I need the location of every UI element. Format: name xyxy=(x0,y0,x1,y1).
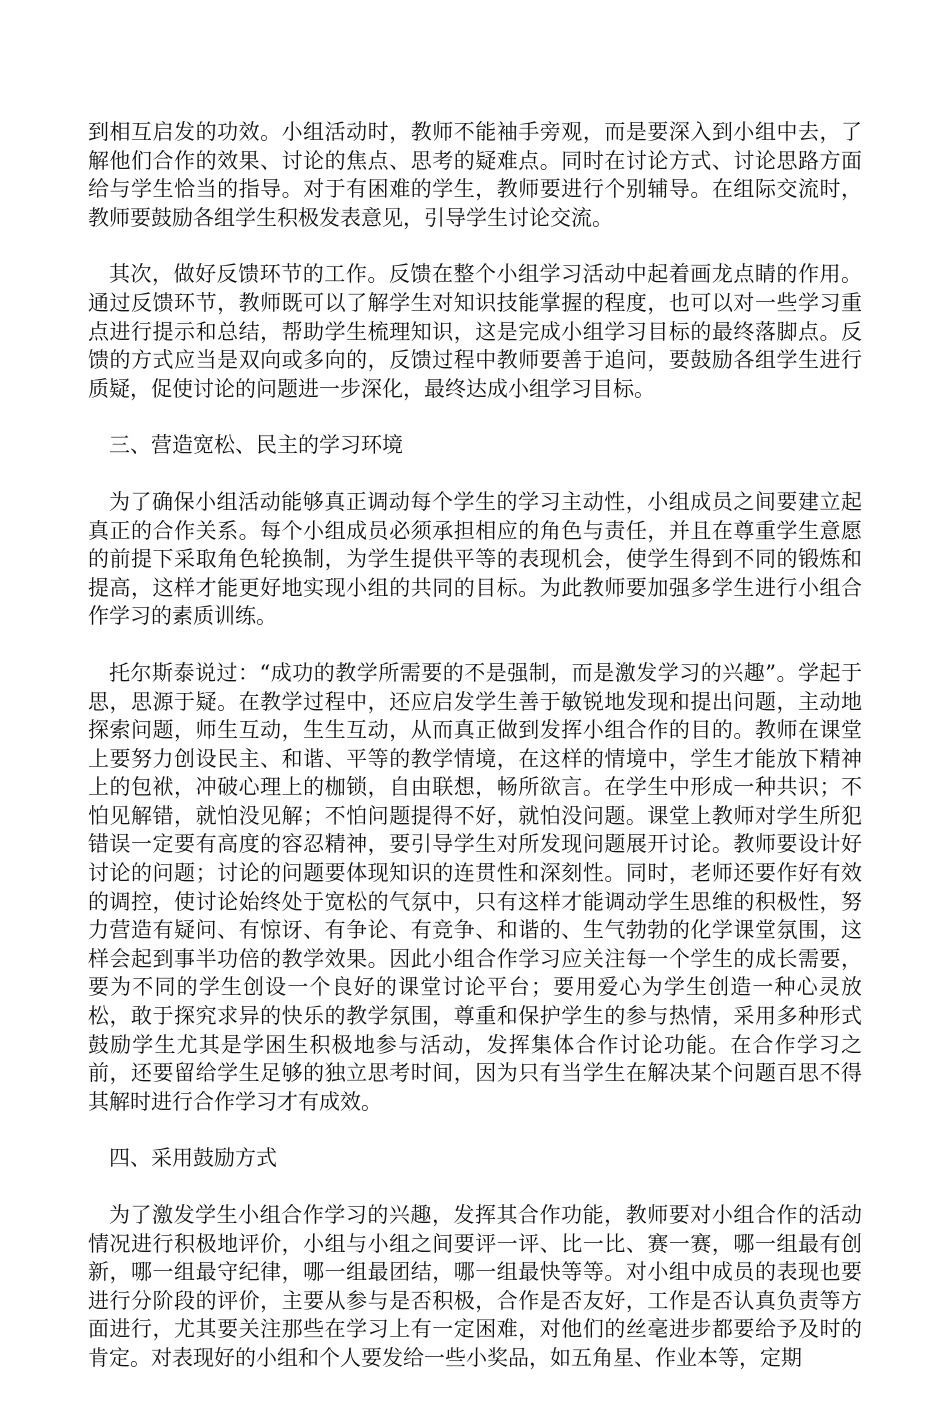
paragraph-4: 托尔斯泰说过：“成功的教学所需要的不是强制，而是激发学习的兴趣”。学起于思，思源于疑。在教学过程中，还应启发学生善于敏锐地发现和提出问题，主动地探索问题，师生互动，生生互动，从而真正做到发挥小组合作的目的。教师在课堂上要努力创设民主、和谐、平等的教学情境，在这样的情境中，学生才能放下精神上的包袱，冲破心理上的枷锁，自由联想，畅所欲言。在学生中形成一种共识；不怕见解错，就怕没见解；不怕问题提得不好，就怕没问题。课堂上教师对学生所犯错误一定要有高度的容忍精神，要引导学生对所发现问题展开讨论。教师要设计好讨论的问题；讨论的问题要体现知识的连贯性和深刻性。同时，老师还要作好有效的调控，使讨论始终处于宽松的气氛中，只有这样才能调动学生思维的积极性，努力营造有疑问、有惊讶、有争论、有竞争、和谐的、生气勃勃的化学课堂氛围，这样会起到事半功倍的教学效果。因此小组合作学习应关注每一个学生的成长需要，要为不同的学生创设一个良好的课堂讨论平台；要用爱心为学生创造一种心灵放松，敢于探究求异的快乐的教学氛围，尊重和保护学生的参与热情，采用多种形式鼓励学生尤其是学困生积极地参与活动，发挥集体合作讨论功能。在合作学习之前，还要留给学生足够的独立思考时间，因为只有当学生在解决某个问题百思不得其解时进行合作学习才有成效。 xyxy=(88,660,862,1114)
paragraph-5: 为了激发学生小组合作学习的兴趣，发挥其合作功能，教师要对小组合作的活动情况进行积极地评价，小组与小组之间要评一评、比一比、赛一赛，哪一组最有创新，哪一组最守纪律，哪一组最团结，哪一组最快等等。对小组中成员的表现也要进行分阶段的评价，主要从参与是否积极，合作是否友好，工作是否认真负责等方面进行，尤其要关注那些在学习上有一定困难，对他们的丝毫进步都要给予及时的肯定。对表现好的小组和个人要发给一些小奖品，如五角星、作业本等，定期 xyxy=(88,1203,862,1370)
paragraph-3: 为了确保小组活动能够真正调动每个学生的学习主动性，小组成员之间要建立起真正的合作关系。每个小组成员必须承担相应的角色与责任，并且在尊重学生意愿的前提下采取角色轮换制，为学生提供平等的表现机会，使学生得到不同的锻炼和提高，这样才能更好地实现小组的共同的目标。为此教师要加强多学生进行小组合作学习的素质训练。 xyxy=(88,489,862,629)
document-page xyxy=(88,118,862,1401)
paragraph-2: 其次，做好反馈环节的工作。反馈在整个小组学习活动中起着画龙点睛的作用。通过反馈环节，教师既可以了解学生对知识技能掌握的程度，也可以对一些学习重点进行提示和总结，帮助学生梳理知识，这是完成小组学习目标的最终落脚点。反馈的方式应当是双向或多向的，反馈过程中教师要善于追问，要鼓励各组学生进行质疑，促使讨论的问题进一步深化，最终达成小组学习目标。 xyxy=(88,262,862,401)
section-heading-4: 四、采用鼓励方式 xyxy=(109,1146,277,1171)
section-heading-3: 三、营造宽松、民主的学习环境 xyxy=(109,433,403,458)
paragraph-1: 到相互启发的功效。小组活动时，教师不能袖手旁观，而是要深入到小组中去，了解他们合作的效果、讨论的焦点、思考的疑难点。同时在讨论方式、讨论思路方面给与学生恰当的指导。对于有困难的学生，教师要进行个别辅导。在组际交流时，教师要鼓励各组学生积极发表意见，引导学生讨论交流。 xyxy=(88,120,862,230)
